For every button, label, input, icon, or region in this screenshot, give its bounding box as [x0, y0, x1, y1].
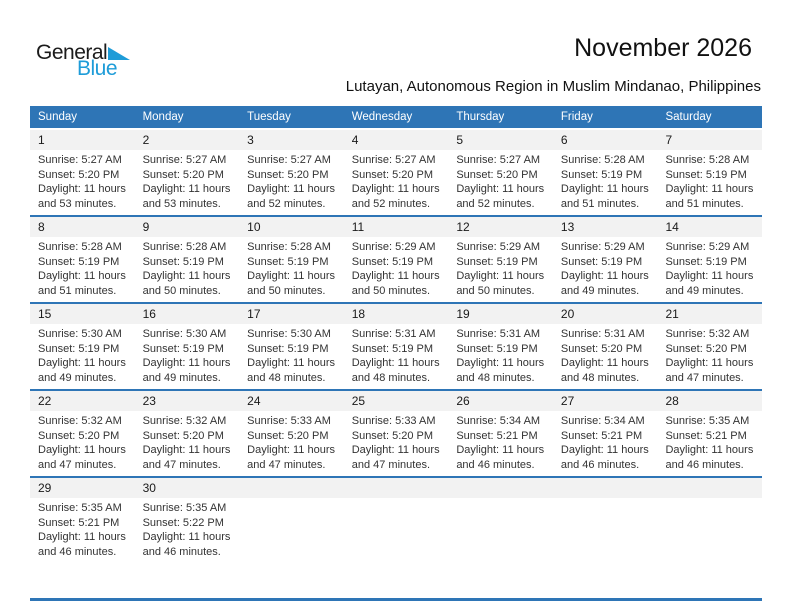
day-detail-line: Sunrise: 5:35 AM	[38, 502, 122, 514]
day-detail-line: Sunrise: 5:27 AM	[38, 154, 122, 166]
day-number: 25	[351, 394, 366, 408]
day-detail-line: Sunrise: 5:30 AM	[142, 328, 227, 340]
day-detail-line: and 53 minutes.	[142, 197, 221, 210]
day-detail-line: Sunrise: 5:32 AM	[142, 415, 227, 427]
day-detail-line: and 46 minutes.	[560, 458, 640, 471]
day-detail-line: and 49 minutes.	[560, 284, 640, 297]
day-number	[448, 478, 553, 498]
day-details	[448, 237, 553, 302]
day-number	[344, 478, 449, 498]
day-detail-line: Daylight: 11 hours	[665, 183, 754, 195]
day-number: 7	[665, 133, 673, 147]
day-number: 2	[142, 133, 150, 147]
day-detail-line: Sunset: 5:20 PM	[142, 168, 224, 181]
logo-text-blue: Blue	[77, 57, 118, 80]
day-details	[448, 324, 553, 389]
day-detail-line: and 49 minutes.	[38, 371, 117, 384]
day-number	[553, 478, 658, 498]
weekday-header-friday: Friday	[560, 111, 593, 123]
day-detail-line: and 52 minutes.	[247, 197, 326, 210]
day-detail-line: Sunset: 5:20 PM	[38, 429, 120, 442]
day-details	[344, 150, 449, 215]
day-detail-line: and 47 minutes.	[665, 371, 744, 384]
day-detail-line: Sunrise: 5:33 AM	[247, 415, 331, 427]
day-detail-line: and 53 minutes.	[38, 197, 117, 210]
day-detail-line: Sunrise: 5:31 AM	[456, 328, 541, 340]
day-details	[657, 237, 762, 302]
day-detail-line: Daylight: 11 hours	[665, 357, 754, 369]
day-detail-line: and 47 minutes.	[247, 458, 326, 471]
day-number: 12	[456, 220, 470, 234]
day-number-band	[30, 130, 762, 150]
day-number: 28	[665, 394, 679, 408]
day-detail-line: Daylight: 11 hours	[456, 270, 545, 282]
day-detail-line: Sunrise: 5:30 AM	[247, 328, 331, 340]
day-details	[30, 237, 135, 302]
day-number: 9	[142, 220, 150, 234]
day-detail-line: Sunset: 5:20 PM	[560, 342, 643, 355]
day-detail-line: Sunset: 5:20 PM	[351, 168, 434, 181]
day-details	[553, 150, 658, 215]
day-number-band	[30, 304, 762, 324]
day-number: 27	[560, 394, 575, 408]
day-detail-line: Daylight: 11 hours	[38, 183, 126, 195]
day-detail-line: Daylight: 11 hours	[456, 183, 545, 195]
day-detail-line: and 48 minutes.	[247, 371, 326, 384]
day-detail-line: Sunrise: 5:34 AM	[560, 415, 645, 427]
day-detail-line: and 47 minutes.	[38, 458, 117, 471]
day-detail-line: Sunset: 5:21 PM	[38, 516, 120, 529]
day-detail-line: and 49 minutes.	[665, 284, 744, 297]
week-row	[30, 130, 762, 215]
day-details-band	[30, 498, 762, 563]
day-details	[448, 150, 553, 215]
day-detail-line: Daylight: 11 hours	[38, 270, 126, 282]
day-detail-line: Sunrise: 5:28 AM	[665, 154, 750, 166]
day-detail-line: Sunrise: 5:27 AM	[456, 154, 541, 166]
day-details	[344, 324, 449, 389]
weekday-header-saturday: Saturday	[665, 111, 712, 123]
day-details	[135, 324, 240, 389]
day-details	[344, 237, 449, 302]
day-details	[344, 411, 449, 476]
day-detail-line: Sunset: 5:19 PM	[38, 342, 120, 355]
day-details	[657, 411, 762, 476]
day-detail-line: Sunset: 5:19 PM	[351, 342, 434, 355]
day-details-band	[30, 150, 762, 215]
day-detail-line: and 52 minutes.	[351, 197, 431, 210]
day-detail-line: and 48 minutes.	[456, 371, 535, 384]
day-number: 23	[142, 394, 156, 408]
page-title: November 2026	[574, 34, 752, 62]
day-number: 5	[456, 133, 463, 147]
day-detail-line: and 50 minutes.	[142, 284, 221, 297]
day-detail-line: Daylight: 11 hours	[351, 183, 440, 195]
day-detail-line: Sunrise: 5:31 AM	[351, 328, 436, 340]
day-detail-line: Daylight: 11 hours	[560, 270, 649, 282]
day-detail-line: Daylight: 11 hours	[665, 270, 754, 282]
day-detail-line: Sunset: 5:21 PM	[456, 429, 538, 442]
day-detail-line: Sunrise: 5:29 AM	[665, 241, 750, 253]
day-detail-line: and 48 minutes.	[351, 371, 431, 384]
day-details	[553, 237, 658, 302]
day-number: 11	[351, 220, 365, 234]
day-detail-line: Daylight: 11 hours	[560, 357, 649, 369]
day-detail-line: Sunrise: 5:32 AM	[38, 415, 122, 427]
day-detail-line: Sunset: 5:19 PM	[247, 255, 329, 268]
day-detail-line: Daylight: 11 hours	[247, 270, 336, 282]
day-number-band	[30, 217, 762, 237]
day-number: 1	[38, 133, 45, 147]
day-detail-line: Sunset: 5:20 PM	[456, 168, 538, 181]
day-detail-line: Sunset: 5:19 PM	[665, 255, 747, 268]
day-detail-line: Sunset: 5:20 PM	[665, 342, 747, 355]
day-detail-line: and 51 minutes.	[665, 197, 744, 210]
day-detail-line: and 50 minutes.	[351, 284, 431, 297]
day-detail-line: Sunset: 5:20 PM	[351, 429, 434, 442]
day-detail-line: Daylight: 11 hours	[38, 531, 126, 543]
day-detail-line: Sunset: 5:20 PM	[142, 429, 224, 442]
day-detail-line: Daylight: 11 hours	[351, 357, 440, 369]
weekday-header-sunday: Sunday	[38, 111, 78, 123]
day-detail-line: Daylight: 11 hours	[38, 357, 126, 369]
footer-accent-bar	[30, 598, 762, 601]
day-detail-line: Sunrise: 5:28 AM	[560, 154, 645, 166]
day-number-band	[30, 478, 762, 498]
day-number: 16	[142, 307, 156, 321]
day-detail-line: Daylight: 11 hours	[351, 270, 440, 282]
logo-text-general: General	[36, 41, 108, 64]
day-number: 19	[456, 307, 470, 321]
day-detail-line: Daylight: 11 hours	[142, 357, 231, 369]
day-detail-line: Sunset: 5:19 PM	[351, 255, 434, 268]
day-detail-line: and 50 minutes.	[247, 284, 326, 297]
day-detail-line: Daylight: 11 hours	[456, 444, 545, 456]
day-detail-line: Sunrise: 5:29 AM	[560, 241, 645, 253]
day-detail-line: Daylight: 11 hours	[560, 444, 649, 456]
day-detail-line: Sunset: 5:19 PM	[560, 168, 643, 181]
day-details	[657, 498, 762, 563]
day-detail-line: Daylight: 11 hours	[247, 357, 336, 369]
day-number: 13	[560, 220, 575, 234]
day-detail-line: and 52 minutes.	[456, 197, 535, 210]
day-detail-line: Sunset: 5:21 PM	[560, 429, 643, 442]
day-details	[30, 498, 135, 563]
day-detail-line: Sunrise: 5:32 AM	[665, 328, 750, 340]
day-detail-line: Sunset: 5:19 PM	[665, 168, 747, 181]
day-detail-line: Sunset: 5:19 PM	[560, 255, 643, 268]
day-detail-line: Sunset: 5:22 PM	[142, 516, 224, 529]
day-detail-line: and 51 minutes.	[560, 197, 640, 210]
weekday-header-row	[30, 106, 762, 128]
day-detail-line: and 46 minutes.	[142, 545, 221, 558]
day-details-band	[30, 324, 762, 389]
week-row	[30, 476, 762, 563]
day-details	[239, 324, 344, 389]
day-details	[657, 150, 762, 215]
day-detail-line: Sunset: 5:19 PM	[142, 342, 224, 355]
day-detail-line: Daylight: 11 hours	[142, 183, 231, 195]
day-detail-line: Sunrise: 5:27 AM	[351, 154, 436, 166]
day-detail-line: Sunrise: 5:30 AM	[38, 328, 122, 340]
day-detail-line: Daylight: 11 hours	[560, 183, 649, 195]
day-detail-line: and 50 minutes.	[456, 284, 535, 297]
logo	[36, 42, 130, 79]
day-detail-line: and 46 minutes.	[456, 458, 535, 471]
day-detail-line: Sunrise: 5:34 AM	[456, 415, 541, 427]
day-number	[239, 478, 344, 498]
day-detail-line: Sunrise: 5:35 AM	[665, 415, 750, 427]
day-details	[135, 237, 240, 302]
day-details	[553, 498, 658, 563]
day-detail-line: and 47 minutes.	[142, 458, 221, 471]
day-details	[344, 498, 449, 563]
day-number: 29	[38, 481, 52, 495]
week-row	[30, 302, 762, 389]
day-detail-line: Daylight: 11 hours	[142, 444, 231, 456]
day-details	[30, 324, 135, 389]
day-detail-line: Sunrise: 5:28 AM	[38, 241, 122, 253]
day-detail-line: Sunrise: 5:27 AM	[142, 154, 227, 166]
day-details	[553, 324, 658, 389]
week-row	[30, 389, 762, 476]
day-number: 20	[560, 307, 575, 321]
day-detail-line: Sunrise: 5:27 AM	[247, 154, 331, 166]
calendar-weeks	[30, 130, 762, 563]
day-number	[657, 478, 762, 498]
day-number-band	[30, 391, 762, 411]
day-detail-line: Daylight: 11 hours	[351, 444, 440, 456]
day-details	[30, 411, 135, 476]
day-detail-line: and 48 minutes.	[560, 371, 640, 384]
day-detail-line: and 47 minutes.	[351, 458, 431, 471]
day-detail-line: Sunrise: 5:31 AM	[560, 328, 645, 340]
day-detail-line: Daylight: 11 hours	[142, 531, 231, 543]
day-detail-line: and 49 minutes.	[142, 371, 221, 384]
day-details	[448, 498, 553, 563]
weekday-header-monday: Monday	[142, 111, 184, 123]
day-details	[239, 498, 344, 563]
day-detail-line: and 51 minutes.	[38, 284, 117, 297]
day-detail-line: Sunset: 5:21 PM	[665, 429, 747, 442]
day-number: 21	[665, 307, 679, 321]
weekday-header-tuesday: Tuesday	[247, 111, 291, 123]
day-number: 26	[456, 394, 470, 408]
day-detail-line: Daylight: 11 hours	[142, 270, 231, 282]
day-details-band	[30, 237, 762, 302]
day-detail-line: Daylight: 11 hours	[38, 444, 126, 456]
day-detail-line: and 46 minutes.	[38, 545, 117, 558]
day-number: 15	[38, 307, 52, 321]
day-number: 18	[351, 307, 366, 321]
day-detail-line: Sunrise: 5:29 AM	[351, 241, 436, 253]
day-detail-line: Sunrise: 5:29 AM	[456, 241, 541, 253]
day-detail-line: Sunset: 5:20 PM	[247, 429, 329, 442]
day-detail-line: Sunset: 5:19 PM	[142, 255, 224, 268]
day-details	[657, 324, 762, 389]
day-detail-line: Daylight: 11 hours	[456, 357, 545, 369]
day-details	[239, 411, 344, 476]
day-detail-line: Sunset: 5:20 PM	[247, 168, 329, 181]
day-detail-line: Sunrise: 5:28 AM	[247, 241, 331, 253]
day-number: 17	[247, 307, 261, 321]
day-details	[553, 411, 658, 476]
day-detail-line: Sunrise: 5:33 AM	[351, 415, 436, 427]
day-detail-line: Daylight: 11 hours	[247, 183, 336, 195]
day-detail-line: Sunset: 5:19 PM	[456, 255, 538, 268]
day-details	[239, 237, 344, 302]
day-detail-line: Sunset: 5:20 PM	[38, 168, 120, 181]
weekday-header-thursday: Thursday	[456, 111, 505, 123]
day-details	[30, 150, 135, 215]
page-subtitle: Lutayan, Autonomous Region in Muslim Mindanao, Philippines	[345, 78, 761, 95]
day-detail-line: Sunrise: 5:35 AM	[142, 502, 227, 514]
day-number: 24	[247, 394, 261, 408]
day-number: 8	[38, 220, 45, 234]
day-details-band	[30, 411, 762, 476]
day-detail-line: Sunset: 5:19 PM	[456, 342, 538, 355]
day-details	[239, 150, 344, 215]
day-number: 22	[38, 394, 52, 408]
day-detail-line: Daylight: 11 hours	[247, 444, 336, 456]
day-detail-line: Sunset: 5:19 PM	[247, 342, 329, 355]
day-number: 6	[560, 133, 568, 147]
day-details	[135, 411, 240, 476]
day-detail-line: Sunrise: 5:28 AM	[142, 241, 227, 253]
calendar-table	[30, 106, 762, 563]
day-detail-line: and 46 minutes.	[665, 458, 744, 471]
day-number: 4	[351, 133, 359, 147]
day-detail-line: Daylight: 11 hours	[665, 444, 754, 456]
weekday-header-wednesday: Wednesday	[351, 111, 413, 123]
day-number: 3	[247, 133, 254, 147]
day-details	[135, 498, 240, 563]
week-row	[30, 215, 762, 302]
day-details	[135, 150, 240, 215]
day-details	[448, 411, 553, 476]
day-number: 14	[665, 220, 679, 234]
day-number: 10	[247, 220, 261, 234]
day-number: 30	[142, 481, 156, 495]
day-detail-line: Sunset: 5:19 PM	[38, 255, 120, 268]
